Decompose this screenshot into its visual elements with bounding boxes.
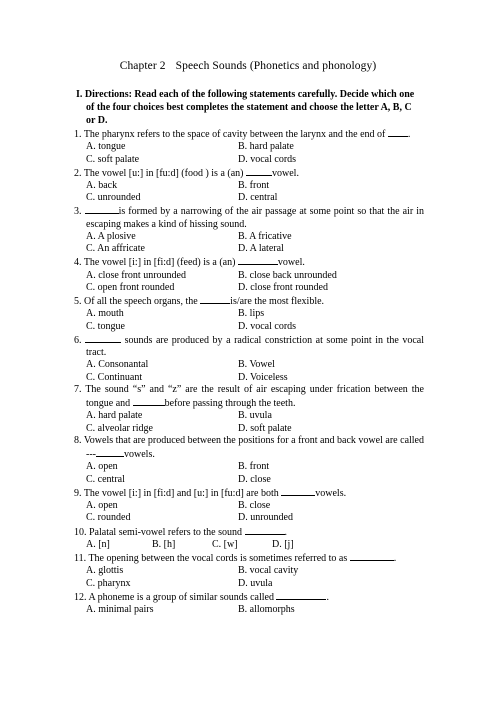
- answer-blank: [388, 127, 408, 137]
- option: C. pharynx: [86, 577, 131, 589]
- answer-blank: [133, 396, 165, 406]
- question-options: [74, 604, 424, 616]
- question-options: [74, 231, 424, 255]
- answer-blank: [245, 525, 285, 535]
- question-stem: 4. The vowel [i:] in [fi:d] (feed) is a (an) vowel.: [74, 257, 305, 269]
- question-options: [74, 410, 424, 434]
- question-stem: 10. Palatal semi-vowel refers to the sound .: [74, 526, 288, 538]
- option: B. hard palate: [238, 141, 294, 153]
- option: D. unrounded: [238, 512, 293, 524]
- option: B. uvula: [238, 410, 272, 422]
- question-options: [74, 539, 424, 551]
- answer-blank: [96, 447, 124, 457]
- option: D. Voiceless: [238, 371, 288, 383]
- question: [74, 127, 424, 166]
- option: C. Continuant: [86, 371, 143, 383]
- question: [74, 525, 424, 552]
- question-stem: 11. The opening between the vocal cords is sometimes referred to as .: [74, 553, 397, 565]
- question-options: [74, 500, 424, 524]
- question: [74, 486, 424, 525]
- option: C. [w]: [212, 538, 238, 550]
- question-stem: 8. Vowels that are produced between the positions for a front and back vowel are called --- vowels.: [74, 434, 424, 461]
- option: A. back: [86, 180, 118, 191]
- option: D. [j]: [272, 538, 294, 550]
- question: [74, 166, 424, 205]
- option: C. open front rounded: [86, 281, 175, 293]
- directions-line-2: of the four choices best completes the statement and choose the letter A, B, C: [86, 102, 412, 114]
- chapter-label: Chapter 2: [119, 60, 166, 72]
- option: B. front: [238, 180, 270, 191]
- question-stem: 12. A phoneme is a group of similar sounds called .: [74, 591, 329, 603]
- option: A. open: [86, 500, 118, 512]
- page-title: [0, 60, 496, 72]
- question: [74, 294, 424, 333]
- question-options: [74, 461, 424, 485]
- section-directions: [76, 88, 426, 128]
- option: B. lips: [238, 308, 265, 320]
- option: D. A lateral: [238, 243, 284, 255]
- question-options: [74, 141, 424, 165]
- option: D. close: [238, 473, 271, 485]
- question: [74, 435, 424, 486]
- answer-blank: [246, 166, 272, 176]
- option: D. soft palate: [238, 422, 292, 434]
- option: C. unrounded: [86, 192, 141, 204]
- option: C. central: [86, 473, 125, 485]
- answer-blank: [85, 204, 119, 214]
- answer-blank: [350, 551, 394, 561]
- question: [74, 551, 424, 590]
- question-options: [74, 359, 424, 383]
- question-options: [74, 180, 424, 204]
- option: B. front: [238, 461, 270, 473]
- option: D. central: [238, 192, 278, 204]
- answer-blank: [238, 255, 278, 265]
- question-stem: 2. The vowel [u:] in [fu:d] (food ) is a (an) vowel.: [74, 167, 299, 179]
- question-list: [74, 127, 424, 616]
- option: B. close back unrounded: [238, 269, 337, 281]
- option: D. uvula: [238, 577, 273, 589]
- option: A. open: [86, 461, 118, 473]
- question: [74, 333, 424, 384]
- question-stem: 3. is formed by a narrowing of the air passage at some point so that the air in escaping makes a kind of hissing sound.: [74, 206, 425, 230]
- option: C. soft palate: [86, 153, 140, 165]
- option: C. tongue: [86, 320, 125, 332]
- option: B. A fricative: [238, 231, 292, 242]
- option: A. close front unrounded: [86, 269, 186, 281]
- option: A. mouth: [86, 308, 124, 320]
- option: A. minimal pairs: [86, 604, 154, 616]
- option: A. tongue: [86, 141, 126, 153]
- question: [74, 590, 424, 617]
- option: D. close front rounded: [238, 281, 328, 293]
- question-stem: 7. The sound “s” and “z” are the result of air escaping under frication between the tongue and before passing through the teeth.: [74, 383, 424, 410]
- option: B. allomorphs: [238, 604, 295, 616]
- question-options: [74, 270, 424, 294]
- answer-blank: [276, 590, 326, 600]
- option: B. Vowel: [238, 359, 275, 371]
- question-stem: 6. sounds are produced by a radical constriction at some point in the vocal tract.: [74, 334, 425, 359]
- question-stem: 5. Of all the speech organs, the is/are the most flexible.: [74, 296, 325, 308]
- option: C. An affricate: [86, 243, 145, 255]
- question: [74, 384, 424, 435]
- question: [74, 204, 424, 255]
- option: B. close: [238, 500, 271, 512]
- option: A. A plosive: [86, 231, 136, 242]
- option: D. vocal cords: [238, 320, 297, 332]
- option: C. alveolar ridge: [86, 422, 153, 434]
- answer-blank: [281, 486, 315, 496]
- option: B. vocal cavity: [238, 565, 299, 577]
- option: A. glottis: [86, 565, 124, 577]
- option: B. [h]: [152, 538, 176, 550]
- question-options: [74, 565, 424, 589]
- directions-line-1: I. Directions: Read each of the following statements carefully. Decide which one: [76, 89, 415, 100]
- question-stem: 1. The pharynx refers to the space of cavity between the larynx and the end of .: [74, 129, 411, 140]
- option: A. hard palate: [86, 410, 143, 422]
- chapter-title: Speech Sounds (Phonetics and phonology): [175, 60, 377, 72]
- answer-blank: [200, 294, 230, 304]
- answer-blank: [85, 333, 121, 343]
- question-stem: 9. The vowel [i:] in [fi:d] and [u:] in [fu:d] are both vowels.: [74, 487, 347, 499]
- option: A. [n]: [86, 538, 110, 550]
- option: D. vocal cords: [238, 153, 297, 165]
- option: C. rounded: [86, 512, 131, 524]
- question-options: [74, 308, 424, 332]
- option: A. Consonantal: [86, 359, 149, 371]
- directions-line-3: or D.: [86, 115, 108, 127]
- question: [74, 255, 424, 294]
